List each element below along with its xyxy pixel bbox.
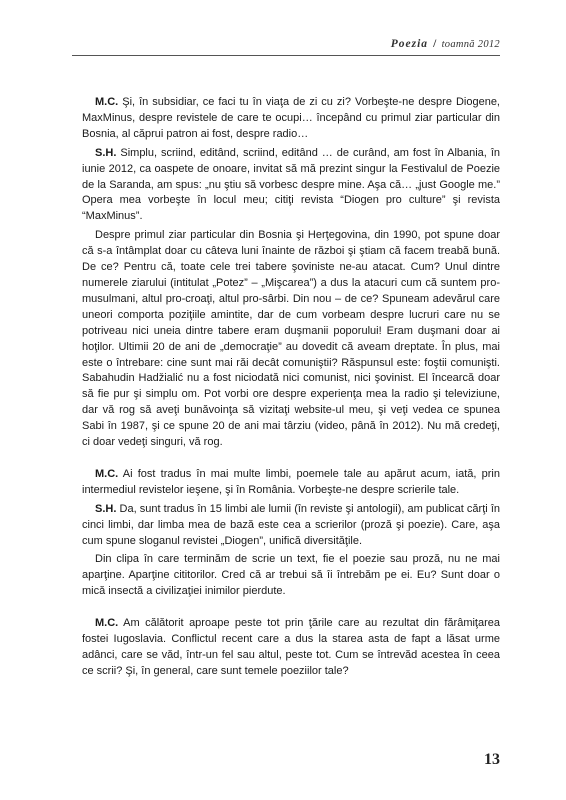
paragraph-text: Am călătorit aproape peste tot prin ţările care au rezultat din fărâmiţarea fostei Iugoslavia. Conflictul recent care a dus la starea asta de fapt a lăsat urme adânci, care se văd, într-un fel sau altul, peste tot. Cum se întrevăd acestea în ceea ce scrii? Şi, în general, care sunt temele poeziilor tale? [82, 617, 500, 677]
paragraph-text: Da, sunt tradus în 15 limbi ale lumii (în reviste şi antologii), am publicat cărţi în cinci limbi, dar limba mea de bază este cea a scrierilor (proză şi poezie). Care, aşa cum spune sloganul revistei „Diogen”, unifică diversităţile. [82, 502, 500, 547]
speaker-label: M.C. [95, 617, 119, 630]
speaker-label: M.C. [95, 467, 119, 480]
paragraph-answer-2-continued [82, 552, 500, 600]
issue-label: toamnă 2012 [441, 39, 500, 50]
interview-body [82, 95, 500, 680]
paragraph-answer-1-continued [82, 228, 500, 451]
paragraph-question-3 [82, 616, 500, 680]
paragraph-text: Din clipa în care terminăm de scrie un text, fie el poezie sau proză, nu ne mai aparţine. Aparţine cititorilor. Cred că ar trebui să îi întrebăm pe ei. Eu? Sunt doar o mică insectă a civilizaţiei inimilor pierdute. [82, 553, 500, 598]
speaker-label: S.H. [95, 502, 117, 515]
paragraph-text: Ai fost tradus în mai multe limbi, poemele tale au apărut acum, iată, prin intermediul revistelor ieşene, şi în România. Vorbeşte-ne despre scrierile tale. [82, 467, 500, 496]
header-separator: / [433, 38, 437, 50]
paragraph-text: Şi, în subsidiar, ce faci tu în viaţa de zi cu zi? Vorbeşte-ne despre Diogene, MaxMinus, despre revistele de care te ocupi… începând cu primul ziar particular din Bosnia, al căprui patron ai fost, despre radio… [82, 96, 500, 140]
running-header [391, 38, 500, 50]
speaker-label: S.H. [95, 146, 117, 159]
paragraph-question-2 [82, 467, 500, 499]
speaker-label: M.C. [95, 96, 119, 108]
page-number: 13 [484, 751, 500, 768]
header-rule [72, 55, 500, 56]
paragraph-question-1 [82, 95, 500, 143]
paragraph-text: Despre primul ziar particular din Bosnia şi Herţegovina, din 1990, pot spune doar că s-a întâmplat doar cu câteva luni înainte de război şi ştiam că facem treabă bună. De ce? Pentru că, toate cele trei tabere şoviniste ne-au atacat. Cum? Unul dintre numerele ziarului (intitulat „Potez” – „Mişcarea”) a dus la atacuri cum că suntem pro-musulmani, altul pro-croaţi, altul pro-sârbi. Din nou – de ce? Spuneam adevărul care uneori comporta poziţiile amintite, dar de cum vorbeam despre lucruri care nu se potriveau nici uneia dintre tabere eram duşmanii poporului! Eram duşmani doar ai hoţilor. Ultimii 20 de ani de „democraţie” au dovedit că aveam dreptate. În plus, mai este o întrebare: cine sunt mai răi decât comuniştii? Răspunsul este: foştii comunişti. Sabahudin Hadžialić nu a fost niciodată nici comunist, nici şovinist. El încearcă doar să fie pur şi simplu om. Pot vorbi ore despre experienţa mea la radio şi televiziune, dar vă rog să aveţi bunăvoinţa să vizitaţi website-ul meu, şi veţi vedea ce spunea Sabi în 1987, şi ce spune 20 de ani mai târziu (video, până în 2012). Nu mă credeţi, ci doar vedeţi singuri, vă rog. [82, 229, 500, 449]
paragraph-answer-1 [82, 146, 500, 226]
publication-title: Poezia [390, 38, 429, 50]
paragraph-answer-2 [82, 502, 500, 550]
paragraph-text: Simplu, scriind, editând, scriind, editând … de curând, am fost în Albania, în iunie 2012, ca oaspete de onoare, invitat să mă prezint singur la Festivalul de Poezie de la Saranda, am spus: „nu ştiu să vorbesc despre mine. Aşa că… „just Google me.” Opera mea vorbeşte în locul meu; citiţi revista “Diogen pro culture” şi revista “MaxMinus”. [82, 146, 500, 223]
